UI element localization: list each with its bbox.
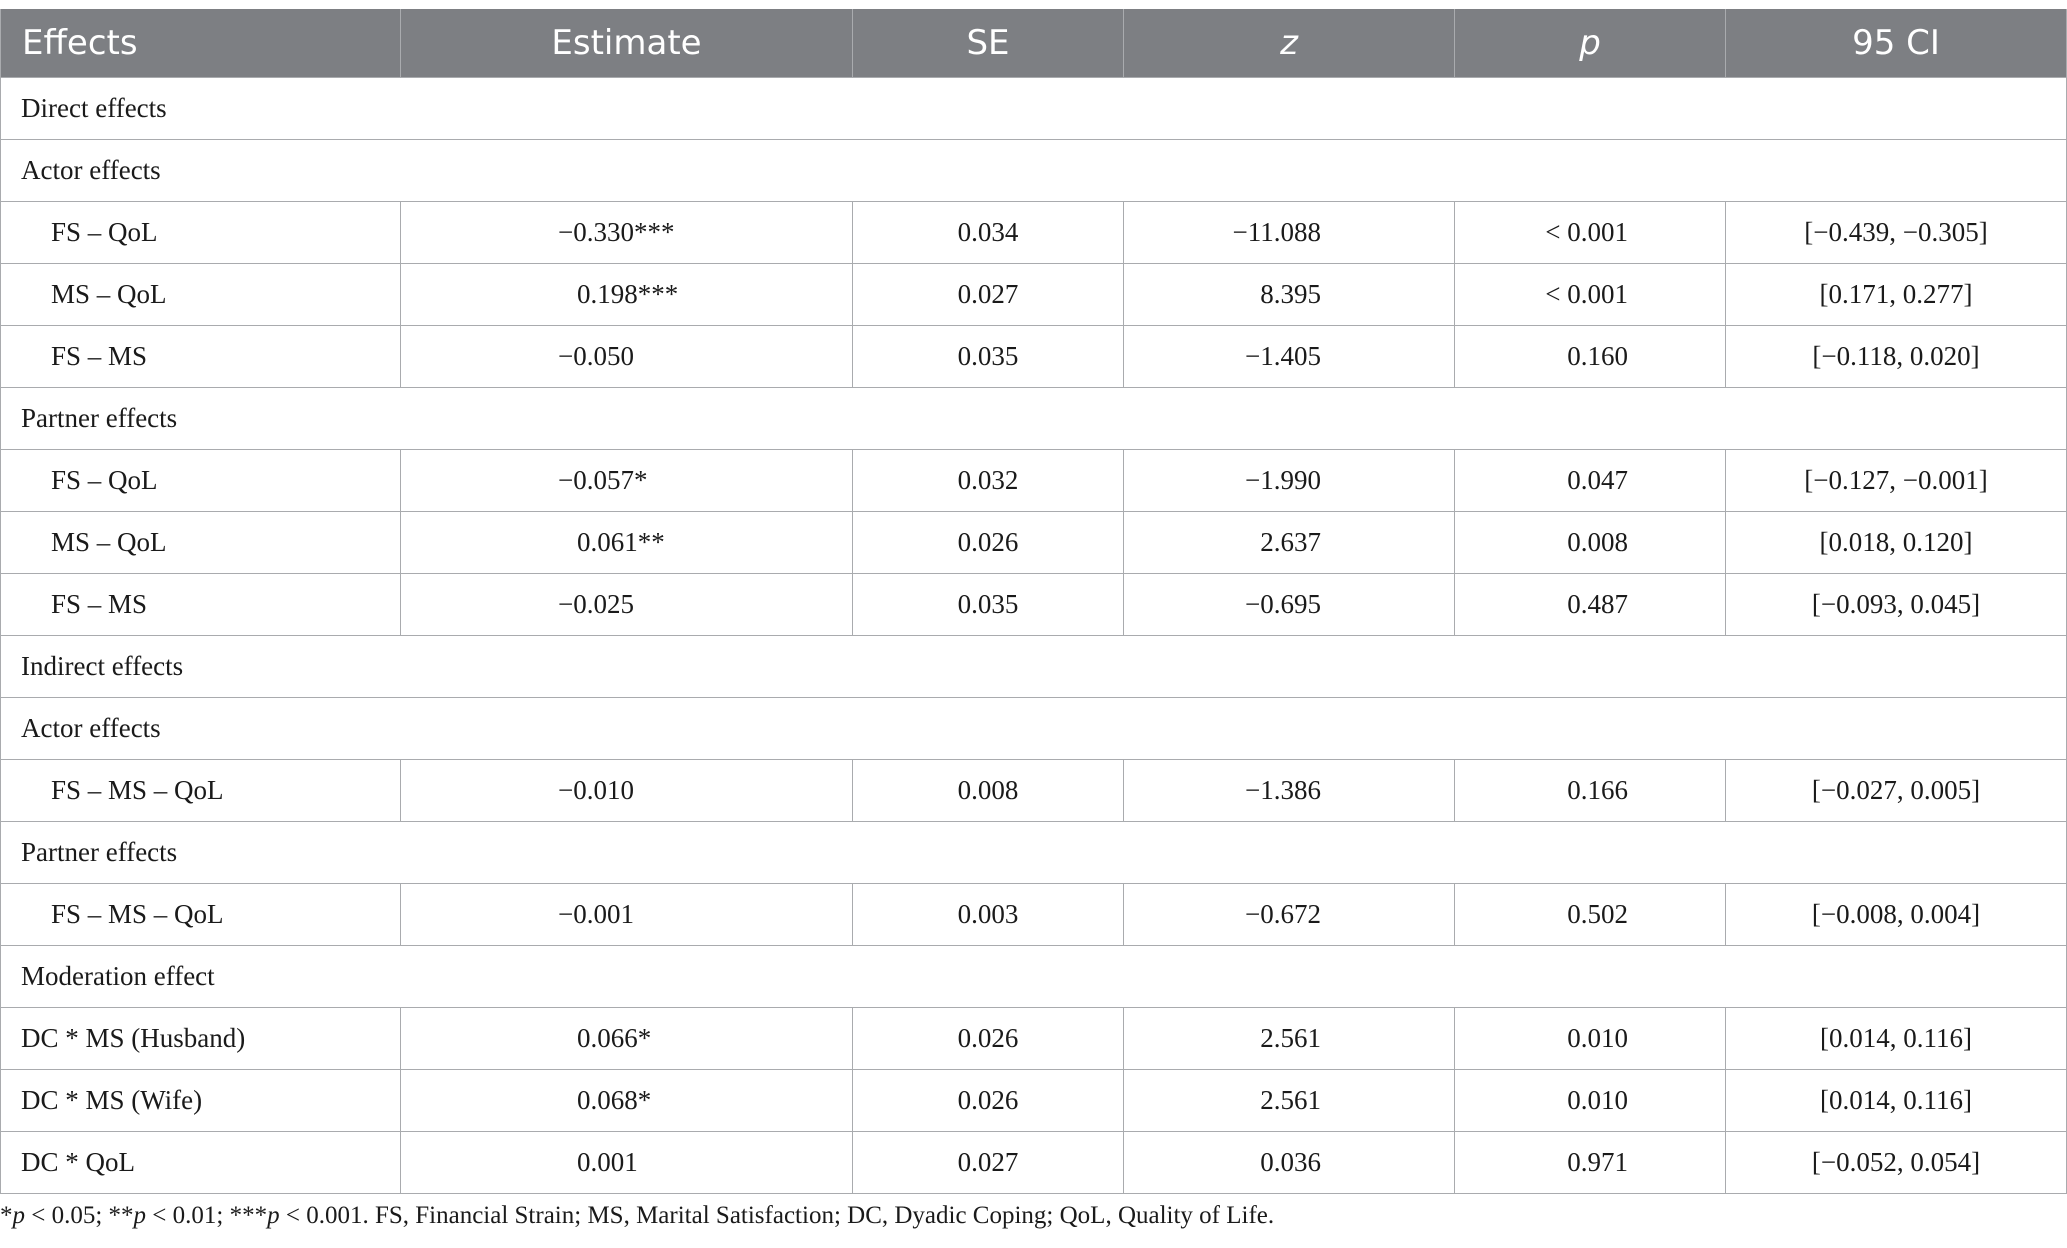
results-table-container [0,9,2067,1194]
se-cell: 0.027 [853,264,1124,326]
se-cell: 0.026 [853,1070,1124,1132]
subsection-label: Actor effects [1,698,2067,760]
subsection-row-actor-effects [1,698,2067,760]
ci-cell: [−0.008, 0.004] [1726,884,2067,946]
table-row [1,760,2067,822]
ci-cell: [−0.093, 0.045] [1726,574,2067,636]
footnote-stars-2: ** [108,1202,134,1229]
table-row [1,264,2067,326]
ci-cell: [0.018, 0.120] [1726,512,2067,574]
p-cell: 0.166 [1455,760,1726,822]
footnote-p-3: p [267,1202,280,1229]
p-cell: 0.502 [1455,884,1726,946]
section-label: Direct effects [1,78,2067,140]
z-cell: 8.395 [1124,264,1455,326]
table-header [1,9,2067,78]
p-cell: 0.047 [1455,450,1726,512]
estimate-cell: 0.068* [401,1070,853,1132]
effect-cell: MS – QoL [1,512,401,574]
footnote-text-3: < 0.001. FS, Financial Strain; MS, Marital Satisfaction; DC, Dyadic Coping; QoL, Quality of Life. [279,1202,1275,1229]
z-cell: −1.386 [1124,760,1455,822]
effect-cell: FS – MS – QoL [1,760,401,822]
section-label: Moderation effect [1,946,2067,1008]
footnote-stars-3: *** [229,1202,268,1229]
table-row [1,574,2067,636]
se-cell: 0.008 [853,760,1124,822]
subsection-row-actor-effects [1,140,2067,202]
p-cell: 0.487 [1455,574,1726,636]
ci-cell: [−0.052, 0.054] [1726,1132,2067,1194]
effects-table [0,9,2067,1194]
table-row [1,1008,2067,1070]
ci-cell: [−0.127, −0.001] [1726,450,2067,512]
table-body [1,78,2067,1194]
z-cell: 0.036 [1124,1132,1455,1194]
table-footnote [0,1202,1274,1230]
footnote-p-1: p [12,1202,25,1229]
section-label: Indirect effects [1,636,2067,698]
effect-cell: DC * MS (Wife) [1,1070,401,1132]
se-cell: 0.026 [853,512,1124,574]
header-row [1,9,2067,78]
subsection-row-partner-effects [1,822,2067,884]
subsection-label: Partner effects [1,822,2067,884]
subsection-row-partner-effects [1,388,2067,450]
estimate-cell: −0.001 [401,884,853,946]
z-cell: −1.990 [1124,450,1455,512]
section-row-direct-effects [1,78,2067,140]
effect-cell: FS – MS [1,574,401,636]
estimate-cell: 0.061** [401,512,853,574]
z-cell: 2.561 [1124,1008,1455,1070]
header-se: SE [853,9,1124,78]
p-cell: < 0.001 [1455,202,1726,264]
p-cell: < 0.001 [1455,264,1726,326]
se-cell: 0.003 [853,884,1124,946]
estimate-cell: −0.330*** [401,202,853,264]
se-cell: 0.027 [853,1132,1124,1194]
header-estimate: Estimate [401,9,853,78]
ci-cell: [−0.118, 0.020] [1726,326,2067,388]
ci-cell: [−0.027, 0.005] [1726,760,2067,822]
header-ci: 95 CI [1726,9,2067,78]
estimate-cell: −0.050 [401,326,853,388]
estimate-cell: −0.025 [401,574,853,636]
table-row [1,1132,2067,1194]
table-row [1,202,2067,264]
table-row [1,326,2067,388]
effect-cell: FS – MS [1,326,401,388]
effect-cell: FS – QoL [1,450,401,512]
z-cell: −0.672 [1124,884,1455,946]
p-cell: 0.008 [1455,512,1726,574]
estimate-cell: −0.010 [401,760,853,822]
p-cell: 0.160 [1455,326,1726,388]
footnote-text-1: < 0.05; [25,1202,109,1229]
se-cell: 0.034 [853,202,1124,264]
subsection-label: Partner effects [1,388,2067,450]
effect-cell: MS – QoL [1,264,401,326]
z-cell: 2.561 [1124,1070,1455,1132]
se-cell: 0.026 [853,1008,1124,1070]
table-row [1,450,2067,512]
ci-cell: [0.014, 0.116] [1726,1008,2067,1070]
subsection-label: Actor effects [1,140,2067,202]
z-cell: 2.637 [1124,512,1455,574]
table-row [1,512,2067,574]
footnote-text-2: < 0.01; [146,1202,230,1229]
header-p: p [1455,9,1726,78]
estimate-cell: 0.066* [401,1008,853,1070]
z-cell: −1.405 [1124,326,1455,388]
z-cell: −0.695 [1124,574,1455,636]
se-cell: 0.035 [853,574,1124,636]
table-row [1,884,2067,946]
p-cell: 0.971 [1455,1132,1726,1194]
estimate-cell: 0.198*** [401,264,853,326]
effect-cell: DC * QoL [1,1132,401,1194]
ci-cell: [−0.439, −0.305] [1726,202,2067,264]
effect-cell: FS – MS – QoL [1,884,401,946]
section-row-moderation-effect [1,946,2067,1008]
p-cell: 0.010 [1455,1008,1726,1070]
table-row [1,1070,2067,1132]
p-cell: 0.010 [1455,1070,1726,1132]
estimate-cell: −0.057* [401,450,853,512]
ci-cell: [0.171, 0.277] [1726,264,2067,326]
effect-cell: DC * MS (Husband) [1,1008,401,1070]
ci-cell: [0.014, 0.116] [1726,1070,2067,1132]
se-cell: 0.032 [853,450,1124,512]
header-z: z [1124,9,1455,78]
se-cell: 0.035 [853,326,1124,388]
header-effects: Effects [1,9,401,78]
estimate-cell: 0.001 [401,1132,853,1194]
footnote-stars-1: * [0,1202,13,1229]
section-row-indirect-effects [1,636,2067,698]
z-cell: −11.088 [1124,202,1455,264]
footnote-p-2: p [133,1202,147,1229]
effect-cell: FS – QoL [1,202,401,264]
